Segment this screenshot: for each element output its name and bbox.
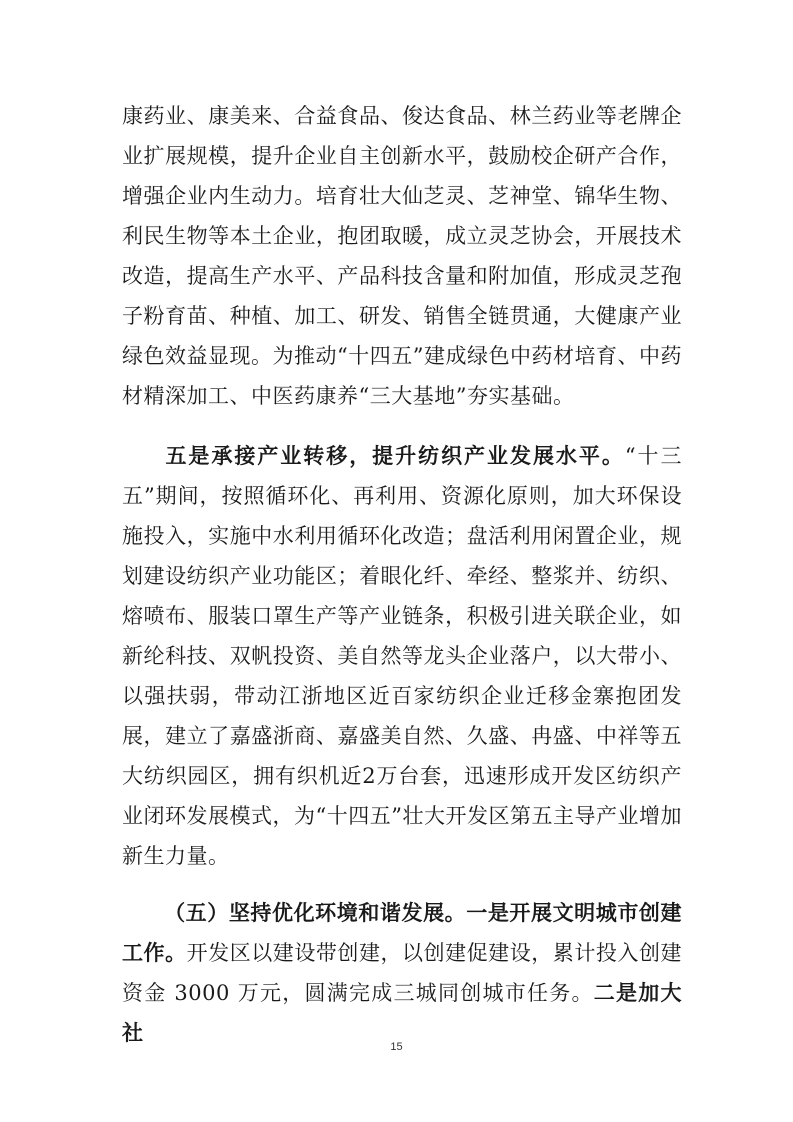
paragraph-2 <box>122 436 682 876</box>
paragraph-3-trail: 二是加大社 <box>122 980 683 1045</box>
paragraph-3 <box>122 893 682 1053</box>
page-number: 15 <box>390 1041 403 1053</box>
paragraph-2-lead: 五是承接产业转移，提升纺织产业发展水平。 <box>164 443 625 468</box>
paragraph-1-text: 康药业、康美来、合益食品、俊达食品、林兰药业等老牌企业扩展规模，提升企业自主创新水平，鼓励校企研产合作，增强企业内生动力。培育壮大仙芝灵、芝神堂、锦华生物、利民生物等本土企业，抱团取暖，成立灵芝协会，开展技术改造，提高生产水平、产品科技含量和附加值，形成灵芝孢子粉育苗、种植、加工、研发、销售全链贯通，大健康产业绿色效益显现。为推动“十四五”建成绿色中药材培育、中药材精深加工、中医药康养“三大基地”夯实基础。 <box>122 104 682 408</box>
paragraph-3-text: 开发区以建设带创建，以创建促建设，累计投入创建资金 3000 万元，圆满完成三城同创城市任务。 <box>122 941 683 1005</box>
paragraph-3-lead: （五）坚持优化环境和谐发展。一是开展文明城市创建工作。 <box>122 900 682 965</box>
paragraph-1 <box>122 96 682 416</box>
paragraph-2-text: “十三五”期间，按照循环化、再利用、资源化原则，加大环保设施投入，实施中水利用循环化改造；盘活利用闲置企业，规划建设纺织产业功能区；着眼化纤、牵经、整浆并、纺织、熔喷布、服装口罩生产等产业链条，积极引进关联企业，如新纶科技、双帆投资、美自然等龙头企业落户，以大带小、以强扶弱，带动江浙地区近百家纺织企业迁移金寨抱团发展，建立了嘉盛浙商、嘉盛美自然、久盛、冉盛、中祥等五大纺织园区，拥有织机近2万台套，迅速形成开发区纺织产业闭环发展模式，为“十四五”壮大开发区第五主导产业增加新生力量。 <box>122 444 682 868</box>
